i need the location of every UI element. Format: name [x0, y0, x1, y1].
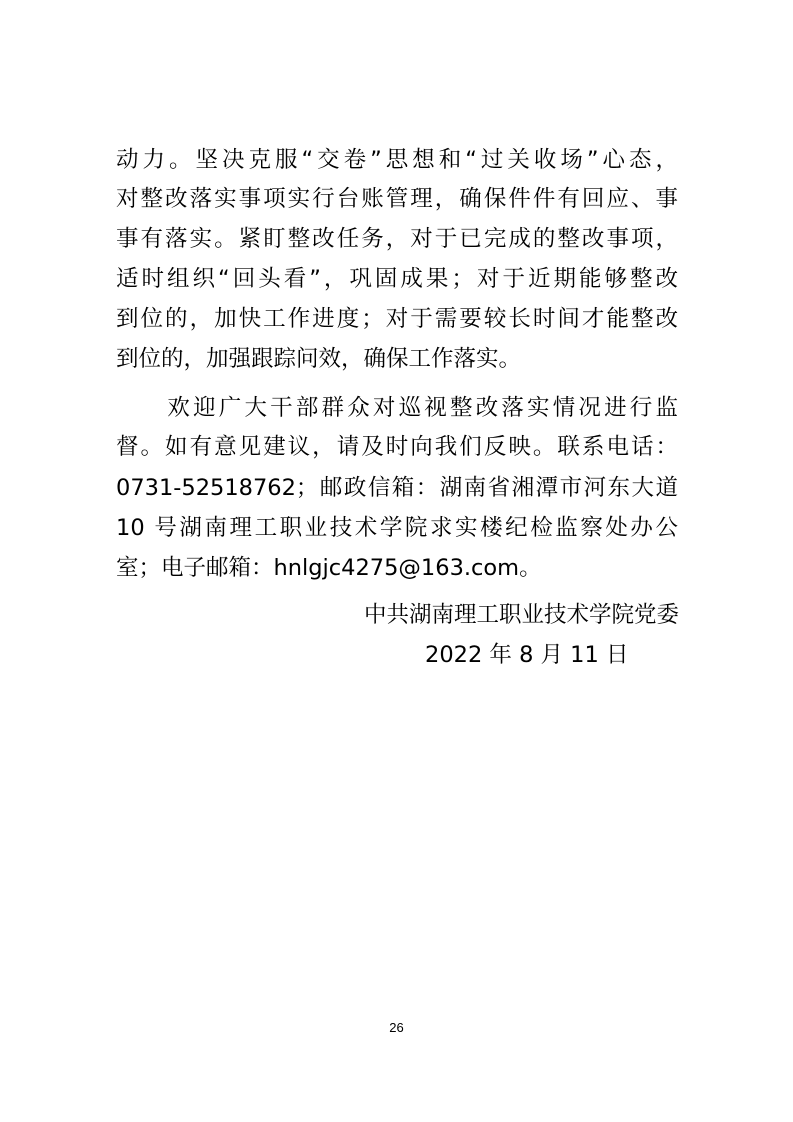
- page-number: 26: [389, 1020, 404, 1035]
- body-line-11: 室；电子邮箱：hnlgjc4275@163.com。: [116, 555, 542, 581]
- body-line-6: 到位的，加强跟踪问效，确保工作落实。: [116, 346, 522, 372]
- body-line-9: 0731-52518762；邮政信箱：湖南省湘潭市河东大道: [116, 475, 678, 501]
- body-line-8: 督。如有意见建议，请及时向我们反映。联系电话：: [116, 434, 678, 460]
- body-line-2: 对整改落实事项实行台账管理，确保件件有回应、事: [116, 186, 678, 212]
- body-line-7: 欢迎广大干部群众对巡视整改落实情况进行监: [116, 395, 678, 421]
- body-line-1: 动力。坚决克服“交卷”思想和“过关收场”心态，: [116, 147, 678, 173]
- body-line-10: 10 号湖南理工职业技术学院求实楼纪检监察处办公: [116, 515, 678, 541]
- signature-organization: 中共湖南理工职业技术学院党委: [363, 602, 679, 628]
- signature-date: 2022 年 8 月 11 日: [425, 642, 629, 668]
- body-line-3: 事有落实。紧盯整改任务，对于已完成的整改事项，: [116, 226, 678, 252]
- body-line-4: 适时组织“回头看”，巩固成果；对于近期能够整改: [116, 266, 678, 292]
- body-line-5: 到位的，加快工作进度；对于需要较长时间才能整改: [116, 306, 678, 332]
